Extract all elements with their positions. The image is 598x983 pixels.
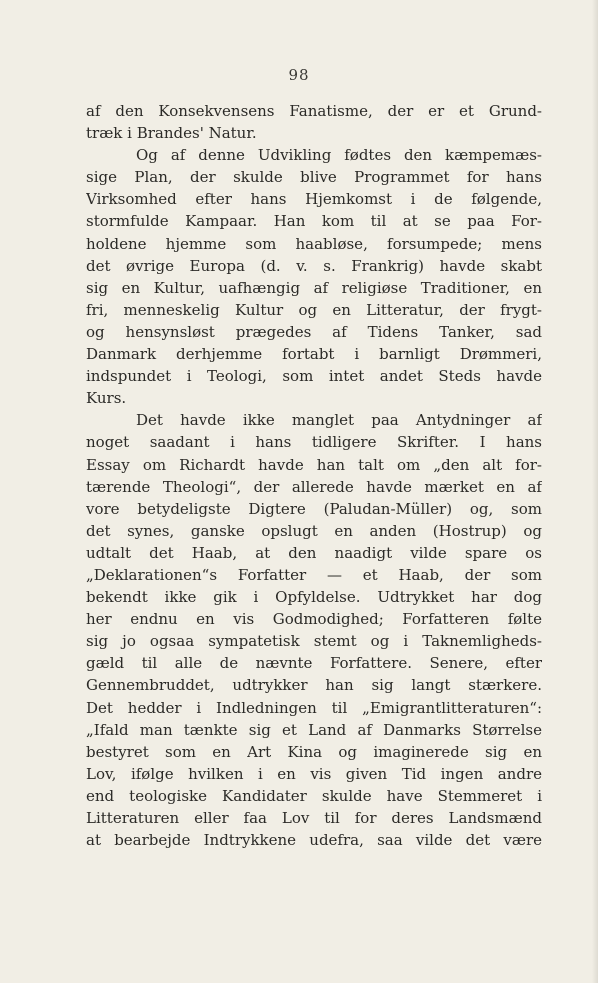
text-line: vore betydeligste Digtere (Paludan-Müller) og, som [86, 499, 542, 518]
text-line: gæld til alle de nævnte Forfattere. Senere, efter [86, 654, 542, 673]
text-line: og hensynsløst prægedes af Tidens Tanker, sad [86, 322, 542, 341]
text-line: Danmark derhjemme fortabt i barnligt Drømmeri, [86, 345, 542, 364]
text-line: „Deklarationen“s Forfatter — et Haab, der som [86, 565, 542, 584]
text-line: Det hedder i Indledningen til „Emigrantlitteraturen“: [86, 698, 542, 717]
text-line: indspundet i Teologi, som intet andet Steds havde [86, 367, 542, 386]
text-line: af den Konsekvensens Fanatisme, der er et Grund- [86, 102, 542, 120]
text-line: fri, menneskelig Kultur og en Litteratur, der frygt- [86, 300, 542, 319]
text-line: Kurs. [86, 389, 127, 408]
text-line: Essay om Richardt havde han talt om „den alt for- [86, 455, 542, 474]
text-line: stormfulde Kampaar. Han kom til at se paa For- [86, 212, 542, 231]
text-line: Litteraturen eller faa Lov til for deres Landsmænd [86, 809, 542, 827]
text-line: sig jo ogsaa sympatetisk stemt og i Taknemligheds- [86, 632, 542, 651]
text-line: sige Plan, der skulde blive Programmet for hans [86, 168, 542, 187]
text-line: udtalt det Haab, at den naadigt vilde spare os [86, 543, 542, 562]
text-line: det øvrige Europa (d. v. s. Frankrig) havde skabt [86, 256, 542, 275]
text-line: Lov, ifølge hvilken i en vis given Tid ingen andre [86, 764, 542, 783]
text-line: Og af denne Udvikling fødtes den kæmpemæs- [136, 146, 542, 165]
text-line: træk i Brandes' Natur. [86, 124, 257, 143]
text-line: bekendt ikke gik i Opfyldelse. Udtrykket har dog [86, 588, 542, 607]
text-line: Det havde ikke manglet paa Antydninger af [136, 411, 542, 430]
text-line: tærende Theologi“, der allerede havde mærket en af [86, 477, 542, 496]
text-line: sig en Kultur, uafhængig af religiøse Traditioner, en [86, 278, 542, 297]
page-number: 98 [288, 66, 310, 84]
text-line: holdene hjemme som haabløse, forsumpede; mens [86, 234, 542, 253]
text-line: Virksomhed efter hans Hjemkomst i de følgende, [86, 190, 542, 209]
text-line: her endnu en vis Godmodighed; Forfatteren følte [86, 610, 542, 629]
text-line: end teologiske Kandidater skulde have Stemmeret i [86, 786, 542, 805]
text-line: noget saadant i hans tidligere Skrifter. I hans [86, 433, 542, 452]
text-line: bestyret som en Art Kina og imaginerede sig en [86, 742, 542, 761]
body-text [86, 100, 542, 851]
text-line: „Ifald man tænkte sig et Land af Danmarks Størrelse [86, 720, 542, 739]
text-line: det synes, ganske opslugt en anden (Hostrup) og [86, 521, 542, 540]
text-line: at bearbejde Indtrykkene udefra, saa vilde det være [86, 831, 542, 850]
text-line: Gennembruddet, udtrykker han sig langt stærkere. [86, 676, 542, 695]
page-edge-shadow [592, 0, 598, 983]
